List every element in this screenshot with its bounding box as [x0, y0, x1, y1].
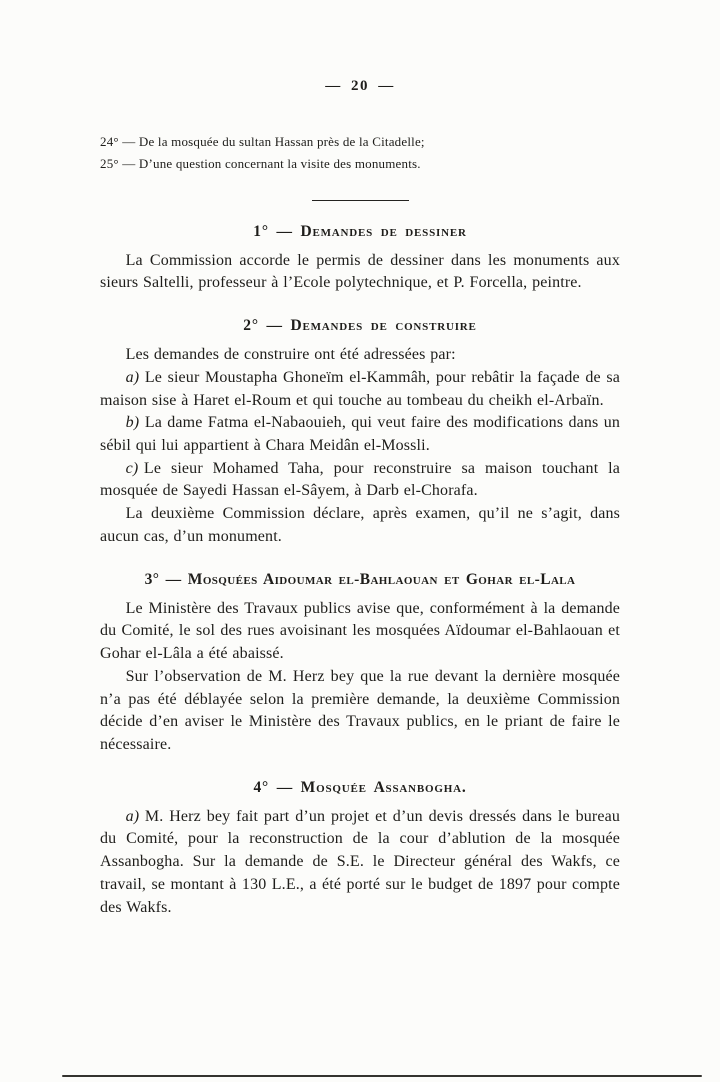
section-1-demandes-de-dessiner [100, 223, 620, 295]
section-2-demandes-de-construire [100, 317, 620, 548]
paragraph-text: Le sieur Moustapha Ghoneïm el-Kammâh, pour rebâtir la façade de sa maison sise à Haret el-Roum et qui touche au tombeau du cheikh el-Arbaïn. [100, 368, 620, 409]
paragraph-text: La Commission accorde le permis de dessiner dans les monuments aux sieurs Saltelli, professeur à l’Ecole polytechnique, et P. Forcella, peintre. [100, 251, 620, 292]
section-heading: 3° — Mosquées Aidoumar el-Bahlaouan et Gohar el-Lala [144, 570, 576, 588]
page-number: — 20 — [325, 78, 395, 94]
paragraph [100, 806, 620, 920]
section-heading: 1° — Demandes de dessiner [253, 222, 467, 240]
paragraph [100, 367, 620, 412]
paragraph-text: Sur l’observation de M. Herz bey que la rue devant la dernière mosquée n’a pas été déblayée selon la première demande, la deuxième Commission décide d’en aviser le Ministère des Travaux publics, en le priant de faire le nécessaire. [100, 667, 620, 753]
agenda-notes [100, 131, 620, 176]
paragraph [100, 412, 620, 457]
section-heading: 2° — Demandes de construire [243, 317, 477, 335]
paragraph-text: M. Herz bey fait part d’un projet et d’un devis dressés dans le bureau du Comité, pour la reconstruction de la cour d’ablution de la mosquée Assanbogha. Sur la demande de S.E. le Directeur général des Wakfs, ce travail, se montant à 130 L.E., a été porté sur le budget de 1897 pour compte des Wakfs. [100, 807, 620, 916]
paragraph-lead: a) [125, 807, 140, 825]
paragraph [100, 503, 620, 548]
paragraph [100, 598, 620, 666]
paragraph-lead: a) [125, 368, 140, 386]
paragraph-text: Le sieur Mohamed Taha, pour reconstruire sa maison touchant la mosquée de Sayedi Hassan el-Sâyem, à Darb el-Chorafa. [100, 459, 620, 500]
paragraph-text: Le Ministère des Travaux publics avise que, conformément à la demande du Comité, le sol des rues avoisinant les mosquées Aïdoumar el-Bahlaouan et Gohar el-Lâla a été abaissé. [100, 599, 620, 663]
paragraph-lead: b) [125, 414, 140, 432]
note-line-25: 25° — D’une question concernant la visite des monuments. [100, 156, 421, 172]
paragraph [100, 666, 620, 757]
note-line-24: 24° — De la mosquée du sultan Hassan près de la Citadelle; [100, 134, 425, 149]
paragraph-text: Les demandes de construire ont été adressées par: [125, 346, 456, 364]
paragraph [100, 458, 620, 503]
section-heading: 4° — Mosquée Assanbogha. [253, 778, 467, 796]
page-bottom-scan-edge [62, 1075, 702, 1077]
paragraph [100, 250, 620, 295]
paragraph [100, 344, 620, 367]
separator-rule [312, 200, 409, 201]
paragraph-lead: c) [125, 459, 139, 477]
paragraph-text: La dame Fatma el-Nabaouieh, qui veut faire des modifications dans un sébil qui lui appartient à Chara Meidân el-Mossli. [100, 414, 620, 455]
section-4-mosquee-assanbogha [100, 779, 620, 920]
section-3-mosquees-aidoumar-gohar [100, 571, 620, 757]
paragraph-text: La deuxième Commission déclare, après examen, qu’il ne s’agit, dans aucun cas, d’un monument. [100, 505, 620, 545]
